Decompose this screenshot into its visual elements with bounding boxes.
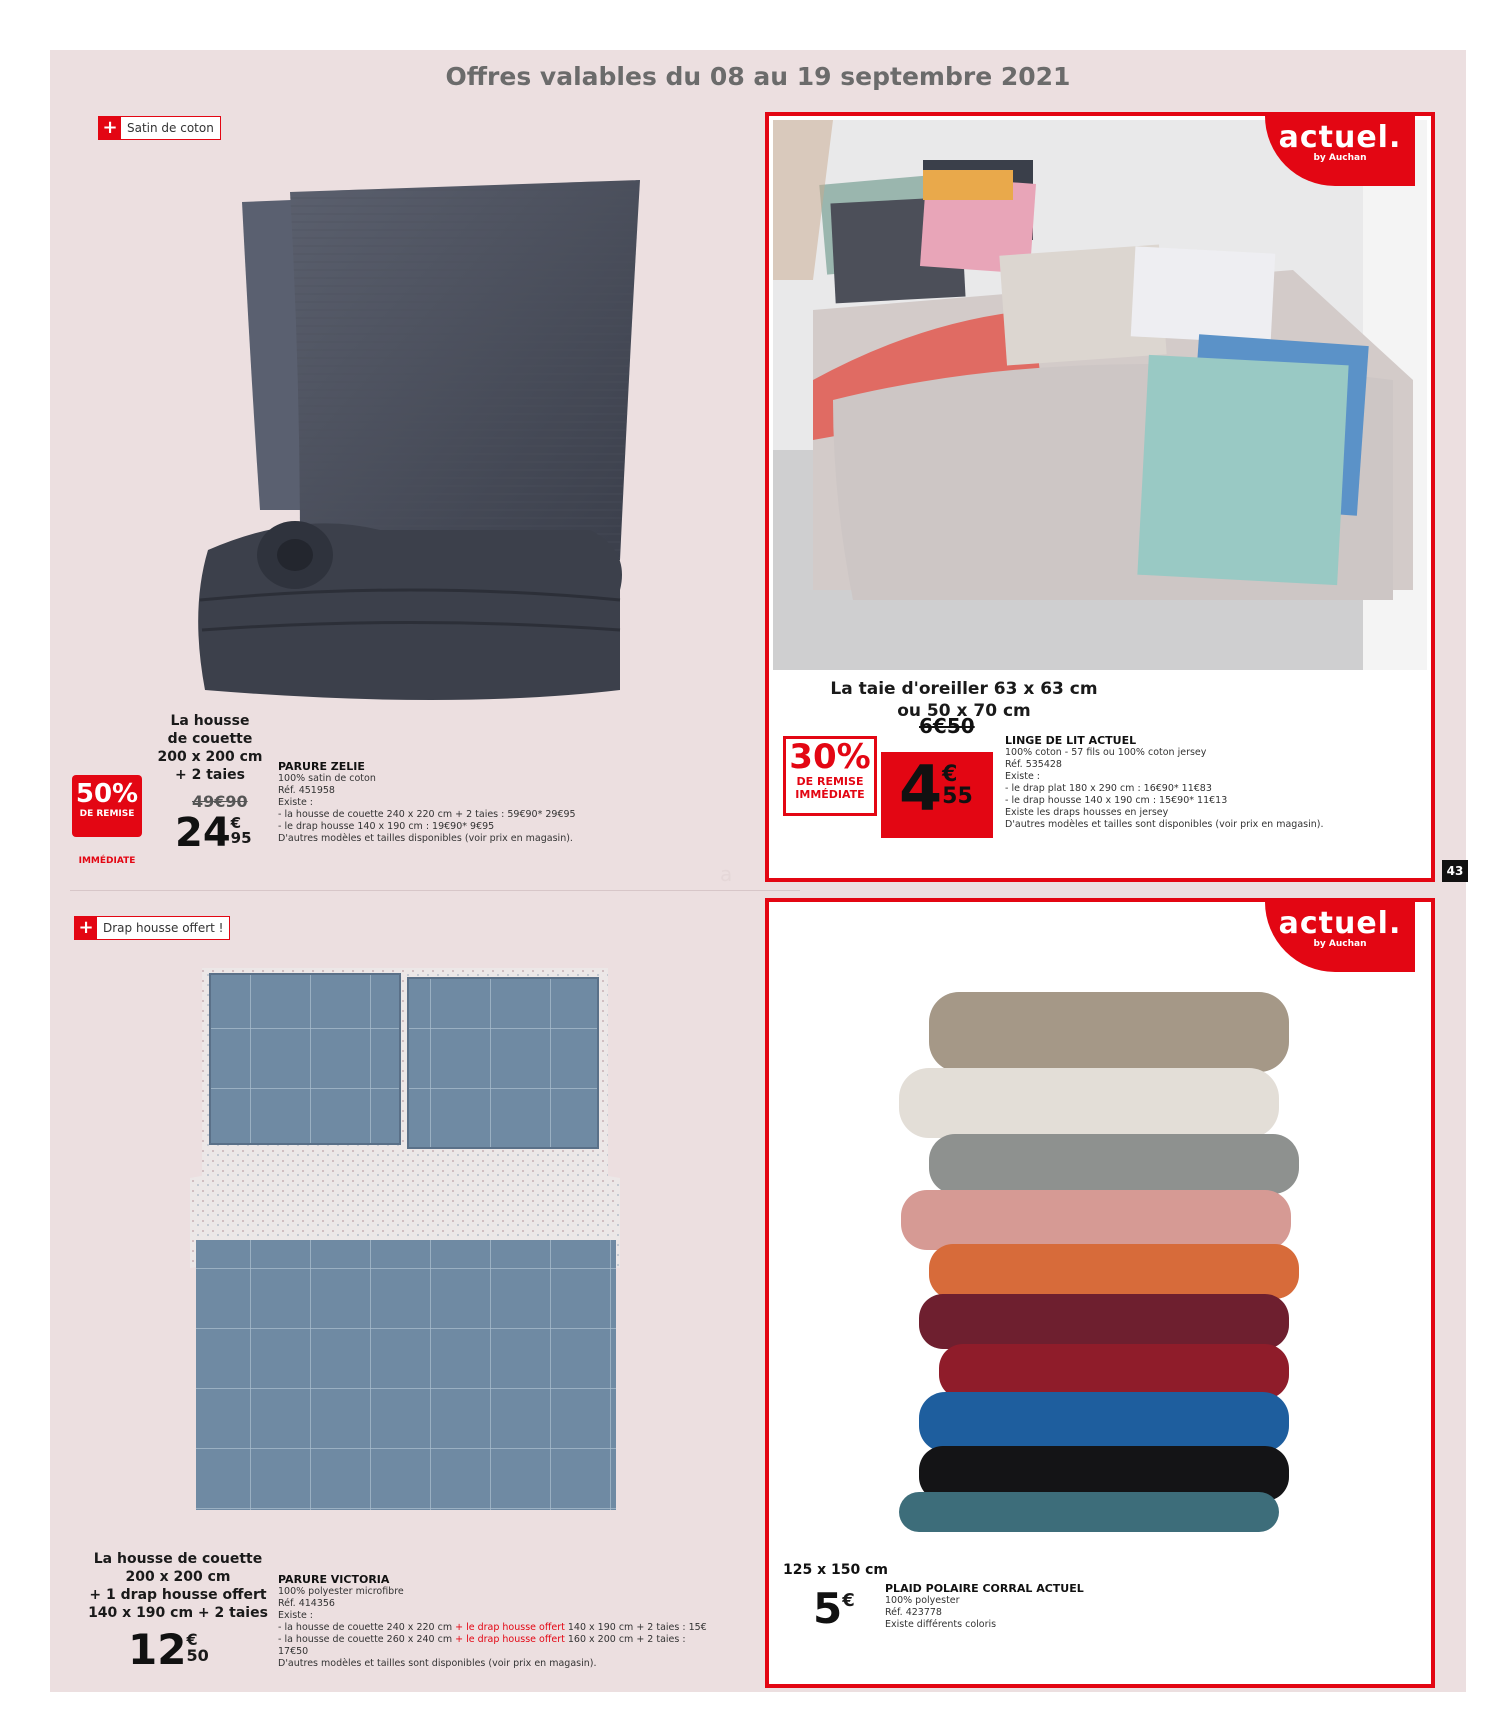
plus-icon: + xyxy=(99,117,121,139)
watermark: a xyxy=(720,862,733,886)
zelie-discount-immediate: IMMÉDIATE xyxy=(78,856,136,866)
taie-old-price: 6€50 xyxy=(919,714,975,738)
taie-description: LINGE DE LIT ACTUEL 100% coton - 57 fils ou 100% coton jersey Réf. 535428 Existe : - le drap plat 180 x 290 cm : 16€90* 11€83 - le drap housse 140 x 190 cm : 15€90* 11€13 Existe les draps housses en jersey D'autres modèles et tailles sont disponibles (voir prix en magasin). xyxy=(1005,734,1324,830)
zelie-discount-badge: 50% DE REMISE xyxy=(72,775,142,837)
zelie-old-price: 49€90 xyxy=(192,792,248,811)
victoria-title: La housse de couette 200 x 200 cm + 1 drap housse offert 140 x 190 cm + 2 taies xyxy=(88,1551,268,1621)
section-divider xyxy=(70,890,800,891)
taie-title: La taie d'oreiller 63 x 63 cm ou 50 x 70 cm xyxy=(830,679,1098,721)
zelie-description: PARURE ZELIE 100% satin de coton Réf. 451958 Existe : - la housse de couette 240 x 220 cm + 2 taies : 59€90* 29€95 - le drap housse 140 x 190 cm : 19€90* 9€95 D'autres modèles et tailles disponibles (voir prix en magasin). xyxy=(278,760,576,844)
plus-icon: + xyxy=(75,917,97,939)
validity-header: Offres valables du 08 au 19 septembre 2021 xyxy=(445,62,1071,91)
tag-satin-de-coton: + Satin de coton xyxy=(98,116,221,140)
plaid-product-image xyxy=(889,972,1329,1532)
page-number: 43 xyxy=(1442,860,1468,882)
zelie-product-image xyxy=(150,130,710,750)
actuel-brand-logo: actuel. by Auchan xyxy=(1265,902,1415,972)
tag-drap-housse-offert: + Drap housse offert ! xyxy=(74,916,230,940)
actuel-brand-logo: actuel. by Auchan xyxy=(1265,116,1415,186)
victoria-product-image xyxy=(190,968,640,1528)
victoria-price: 12 € 50 xyxy=(128,1625,209,1674)
victoria-description: PARURE VICTORIA 100% polyester microfibre Réf. 414356 Existe : - la housse de couette 240 x 220 cm + le drap housse offert 140 x 190 cm + 2 taies : 15€ - la housse de couette 260 x 240 cm + le drap housse offert 160 x 200 cm + 2 taies : 17€50 D'autres modèles et tailles sont disponibles (voir prix en magasin). xyxy=(278,1573,707,1669)
zelie-price: 24 € 95 xyxy=(175,810,252,856)
zelie-title: La housse de couette 200 x 200 cm + 2 taies xyxy=(157,713,263,783)
flyer-page xyxy=(50,50,1466,1692)
taie-product-image xyxy=(773,120,1427,670)
plaid-size: 125 x 150 cm xyxy=(783,1562,888,1578)
taie-discount-badge: 30% DE REMISE IMMÉDIATE xyxy=(783,736,877,816)
plaid-description: PLAID POLAIRE CORRAL ACTUEL 100% polyester Réf. 423778 Existe différents coloris xyxy=(885,1582,1084,1630)
taie-panel xyxy=(765,112,1435,882)
plaid-panel xyxy=(765,898,1435,1688)
taie-price: 4 € 55 xyxy=(899,752,973,825)
plaid-price: 5 € xyxy=(813,1584,855,1633)
